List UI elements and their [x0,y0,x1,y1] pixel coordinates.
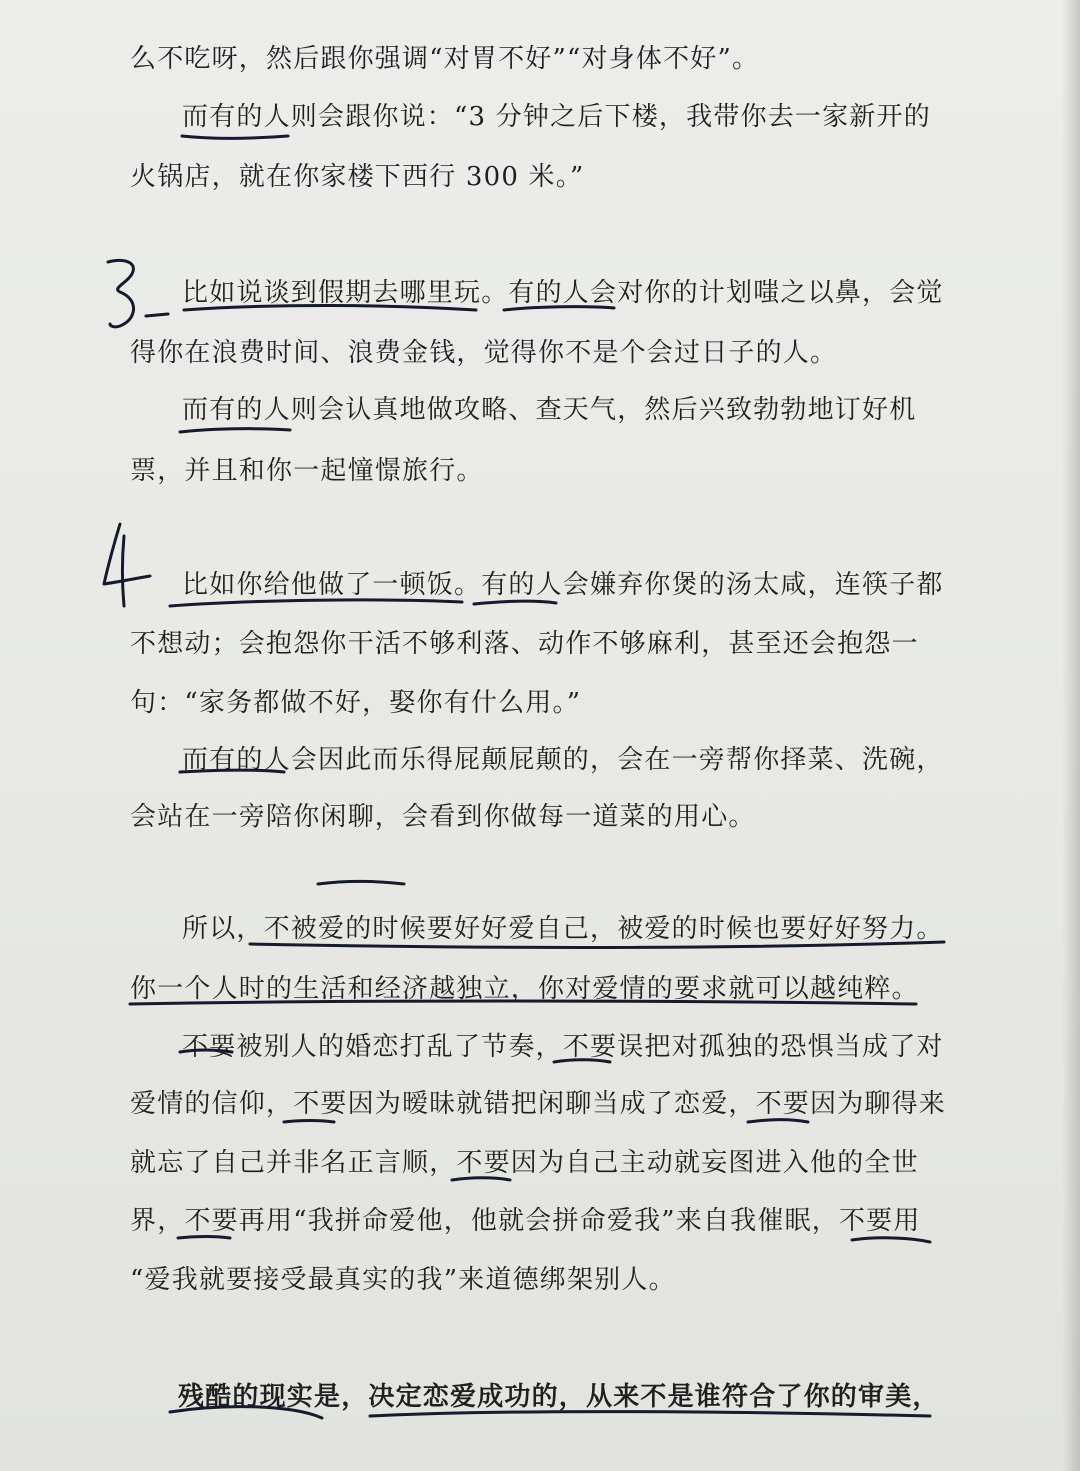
text-line: “爱我就要接受最真实的我”来道德绑架别人。 [130,1265,676,1295]
text-line: 比如你给他做了一顿饭。有的人会嫌弃你煲的汤太咸，连筷子都 [182,570,944,600]
text-line: 而有的人则会认真地做攻略、查天气，然后兴致勃勃地订好机 [182,395,917,425]
text-line: 票，并且和你一起憧憬旅行。 [130,456,484,486]
text-line: 而有的人则会跟你说：“3 分钟之后下楼，我带你去一家新开的 [182,102,931,132]
text-line: 残酷的现实是，决定恋爱成功的，从来不是谁符合了你的审美， [178,1382,940,1412]
text-line: 比如说谈到假期去哪里玩。有的人会对你的计划嗤之以鼻，会觉 [182,278,944,308]
text-line: 爱情的信仰，不要因为暧昧就错把闲聊当成了恋爱，不要因为聊得来 [130,1089,947,1119]
text-line: 会站在一旁陪你闲聊，会看到你做每一道菜的用心。 [130,802,756,832]
text-line: 不要被别人的婚恋打乱了节奏，不要误把对孤独的恐惧当成了对 [182,1032,944,1062]
text-line: 么不吃呀，然后跟你强调“对胃不好”“对身体不好”。 [130,44,760,74]
text-line: 你一个人时的生活和经济越独立，你对爱情的要求就可以越纯粹。 [130,974,919,1004]
text-line: 不想动；会抱怨你干活不够利落、动作不够麻利，甚至还会抱怨一 [130,629,919,659]
text-line: 界，不要再用“我拼命爱他，他就会拼命爱我”来自我催眠，不要用 [130,1206,921,1236]
text-line: 火锅店，就在你家楼下西行 300 米。” [130,162,585,192]
text-line: 就忘了自己并非名正言顺，不要因为自己主动就妄图进入他的全世 [130,1148,919,1178]
text-line: 所以，不被爱的时候要好好爱自己，被爱的时候也要好好努力。 [182,914,944,944]
text-line: 得你在浪费时间、浪费金钱，觉得你不是个会过日子的人。 [130,338,838,368]
text-line: 而有的人会因此而乐得屁颠屁颠的，会在一旁帮你择菜、洗碗， [182,745,944,775]
text-line: 句：“家务都做不好，娶你有什么用。” [130,688,582,718]
